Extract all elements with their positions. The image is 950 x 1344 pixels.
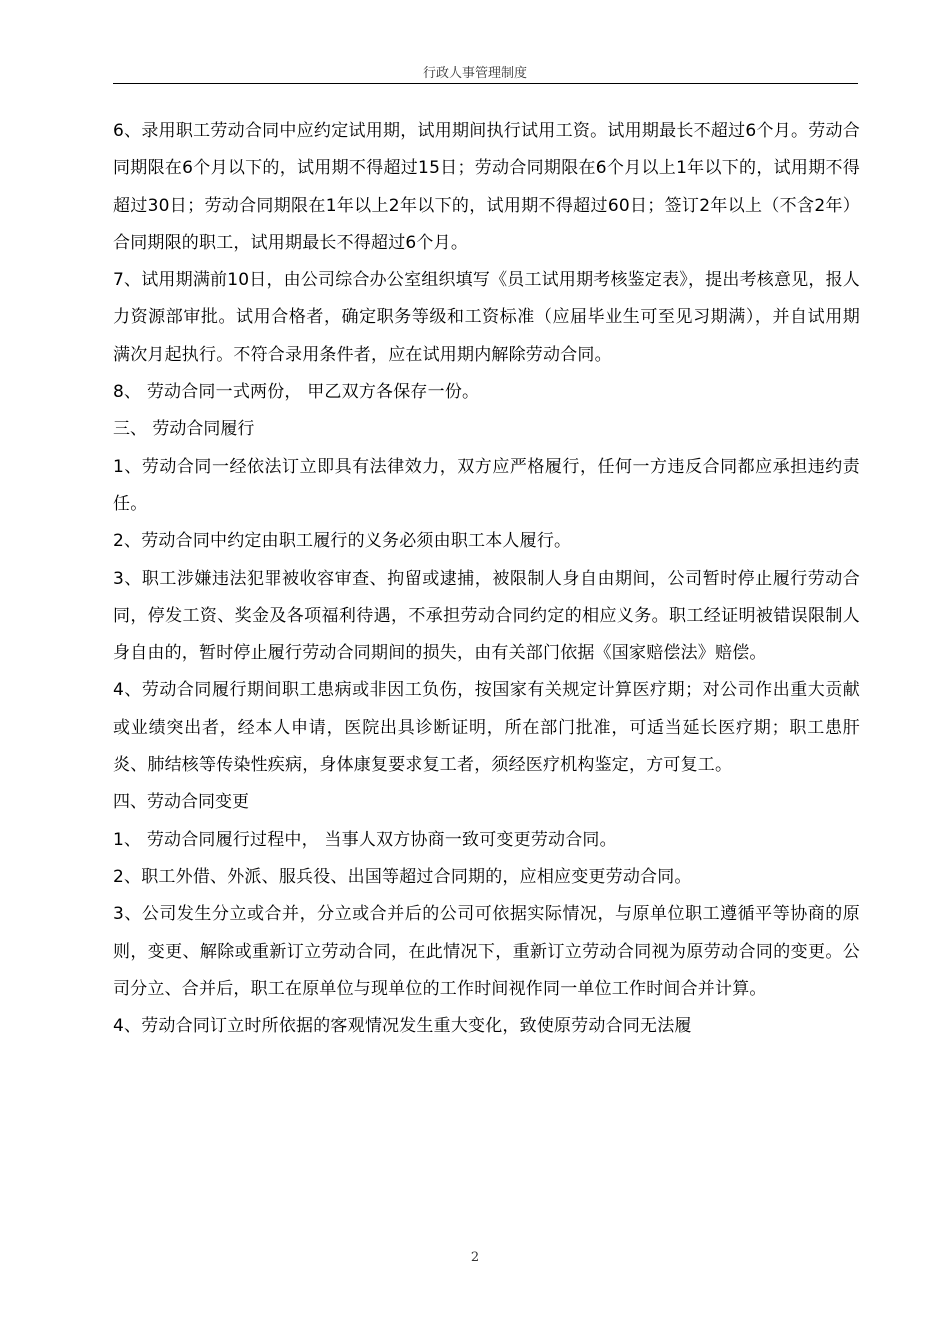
paragraph-change-3: 3、公司发生分立或合并，分立或合并后的公司可依据实际情况，与原单位职工遵循平等协商的原则，变更、解除或重新订立劳动合同，在此情况下，重新订立劳动合同视为原劳动合同的变更。公司分立、合并后，职工在原单位与现单位的工作时间视作同一单位工作时间合并计算。	[113, 904, 860, 999]
paragraph-6-probation: 6、录用职工劳动合同中应约定试用期，试用期间执行试用工资。试用期最长不超过6个月。劳动合同期限在6个月以下的，试用期不得超过15日；劳动合同期限在6个月以上1年以下的，试用期不得超过30日；劳动合同期限在1年以上2年以下的，试用期不得超过60日；签订2年以上（不含2年）合同期限的职工，试用期最长不得超过6个月。	[113, 121, 860, 253]
paragraph-8-contract-copies: 8、 劳动合同一式两份， 甲乙双方各保存一份。	[113, 382, 480, 403]
paragraph-performance-1: 1、劳动合同一经依法订立即具有法律效力，双方应严格履行，任何一方违反合同都应承担违约责任。	[113, 456, 860, 514]
paragraph-performance-4: 4、劳动合同履行期间职工患病或非因工负伤，按国家有关规定计算医疗期；对公司作出重大贡献或业绩突出者，经本人申请，医院出具诊断证明，所在部门批准，可适当延长医疗期；职工患肝炎、肺结核等传染性疾病，身体康复要求复工者，须经医疗机构鉴定，方可复工。	[113, 680, 860, 776]
paragraph-performance-2: 2、劳动合同中约定由职工履行的义务必须由职工本人履行。	[113, 531, 572, 552]
paragraph-change-1: 1、 劳动合同履行过程中， 当事人双方协商一致可变更劳动合同。	[113, 829, 617, 850]
paragraph-change-4: 4、劳动合同订立时所依据的客观情况发生重大变化，致使原劳动合同无法履	[113, 1016, 692, 1037]
section-heading-contract-performance: 三、 劳动合同履行	[113, 419, 255, 440]
page-number: 2	[470, 1250, 480, 1265]
paragraph-7-probation-review: 7、试用期满前10日，由公司综合办公室组织填写《员工试用期考核鉴定表》，提出考核意见，报人力资源部审批。试用合格者，确定职务等级和工资标准（应届毕业生可至见习期满），并自试用期满次月起执行。不符合录用条件者，应在试用期内解除劳动合同。	[113, 270, 860, 365]
paragraph-change-2: 2、职工外借、外派、服兵役、出国等超过合同期的，应相应变更劳动合同。	[113, 866, 692, 887]
document-body	[113, 113, 860, 1045]
header-divider	[113, 83, 858, 84]
section-heading-contract-change: 四、劳动合同变更	[113, 792, 249, 813]
paragraph-performance-3: 3、职工涉嫌违法犯罪被收容审查、拘留或逮捕，被限制人身自由期间，公司暂时停止履行劳动合同，停发工资、奖金及各项福利待遇，不承担劳动合同约定的相应义务。职工经证明被错误限制人身自由的，暂时停止履行劳动合同期间的损失，由有关部门依据《国家赔偿法》赔偿。	[113, 568, 860, 664]
header-title: 行政人事管理制度	[422, 66, 527, 81]
